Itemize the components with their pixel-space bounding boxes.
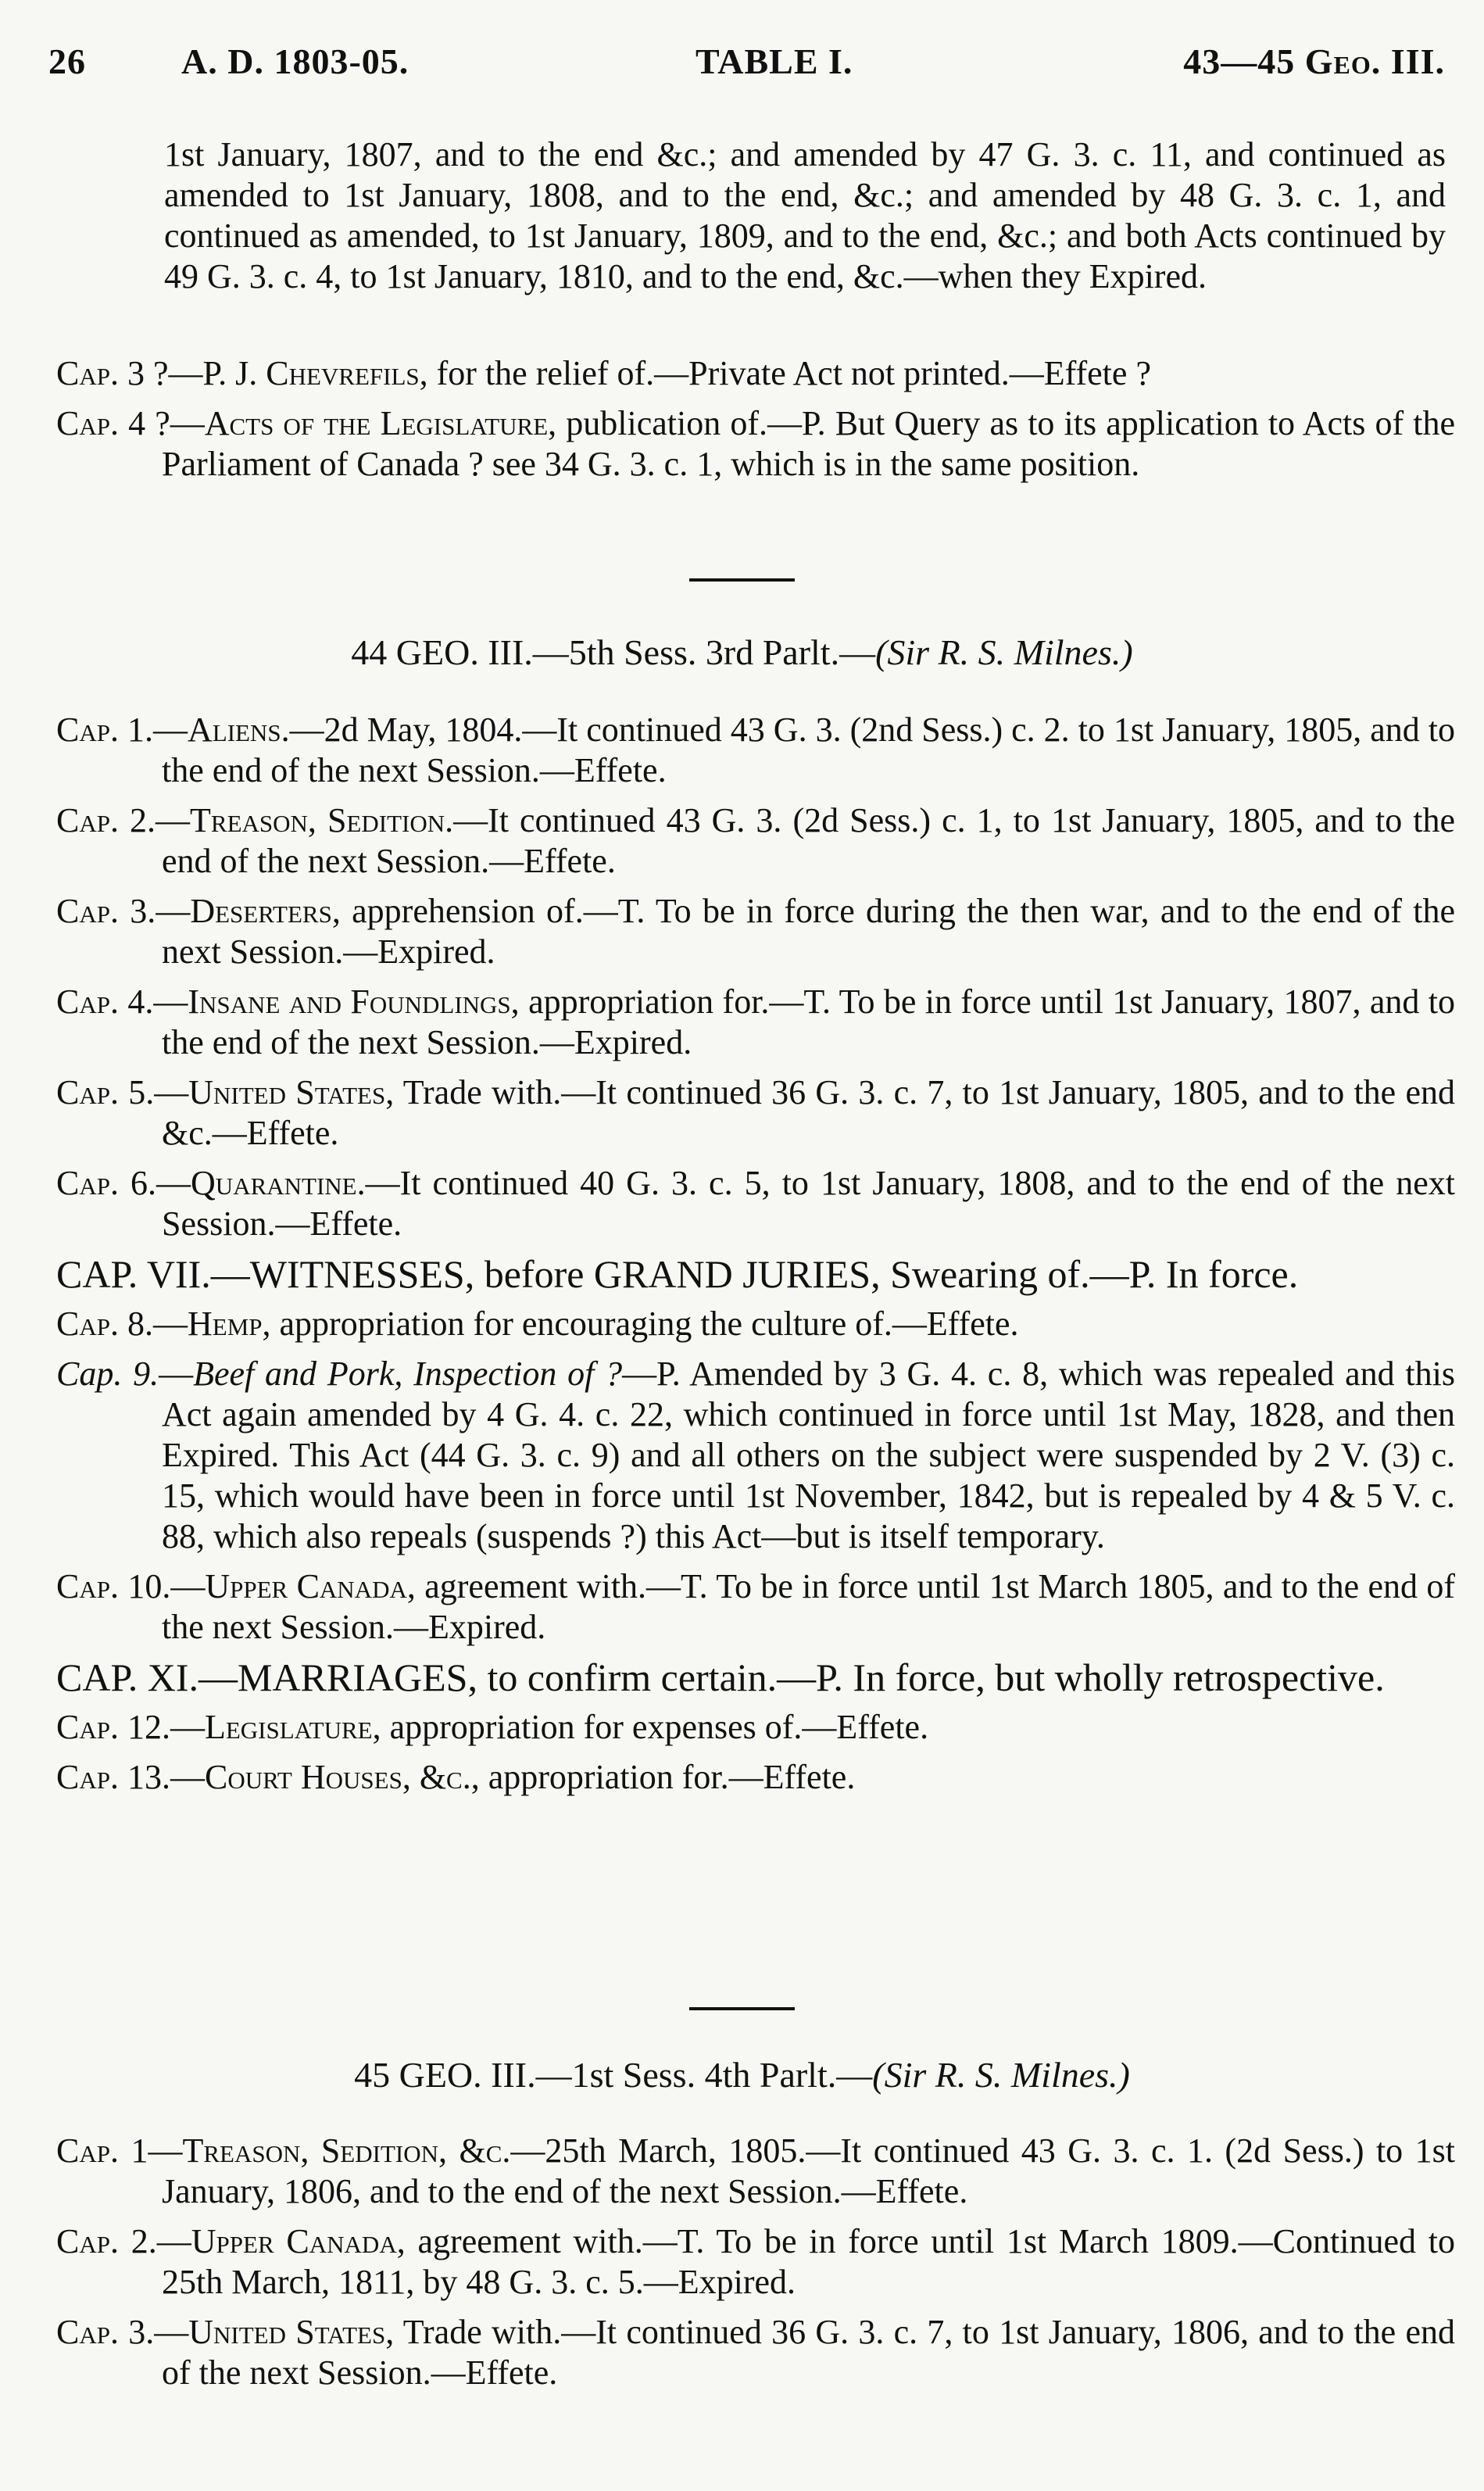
entry: Cap. 13.—Court Houses, &c., appropriation for.—Effete. xyxy=(56,1758,856,1796)
running-header xyxy=(48,41,1445,103)
session-governor: (Sir R. S. Milnes.) xyxy=(875,632,1133,672)
entry: Cap. 8.—Hemp, appropriation for encouraging the culture of.—Effete. xyxy=(56,1305,1019,1343)
session-title: 45 GEO. III.—1st Sess. 4th Parlt.— xyxy=(354,2055,873,2095)
entry-text: 25th March, 1805.—It continued 43 G. 3. c. 1. (2d Sess.) to 1st January, 1806, and to the end of the next Session.—Effete. xyxy=(162,2131,1455,2210)
entry-text: It continued 40 G. 3. c. 5, to 1st January, 1808, and to the end of the next Session.—Effete. xyxy=(162,1164,1455,1243)
entry: Cap. 10.—Upper Canada, agreement with.—T. To be in force until 1st March 1805, and to the end of the next Session.—Expired. xyxy=(56,1567,1456,1646)
entry-title: Legislature xyxy=(204,1708,373,1746)
entry-title: WITNESSES, before GRAND JURIES, Swearing of. xyxy=(249,1252,1090,1296)
entry-title: Treason, Sedition, &c. xyxy=(182,2131,511,2170)
entry-text: 2d May, 1804.—It continued 43 G. 3. (2nd Sess.) c. 2. to 1st January, 1805, and to the end of the next Session.—Effete. xyxy=(162,710,1455,789)
cap-number: Cap. 9. xyxy=(56,1355,159,1393)
section-rule xyxy=(689,578,795,582)
cap-number: Cap. 5. xyxy=(56,1073,155,1111)
entry-title: United States xyxy=(188,1073,386,1111)
session-title: 44 GEO. III.—5th Sess. 3rd Parlt.— xyxy=(351,632,876,672)
reign-range: 43—45 Geo. III. xyxy=(1183,41,1445,81)
cap-number: Cap. 8. xyxy=(56,1305,153,1343)
cap-number: Cap. 1. xyxy=(56,710,153,749)
entry-title: P. J. Chevrefils xyxy=(202,354,420,392)
cap-number: Cap. 2. xyxy=(56,801,156,839)
table-title: TABLE I. xyxy=(696,41,853,81)
cap-number: CAP. VII. xyxy=(56,1252,211,1296)
entry-title: Upper Canada xyxy=(205,1567,407,1605)
entry-text: to confirm certain.—P. In force, but wholly retrospective. xyxy=(487,1655,1385,1699)
entry-title: Court Houses, &c. xyxy=(204,1758,471,1796)
entry-text: P. Amended by 3 G. 4. c. 8, which was repealed and this Act again amended by 4 G. 4. c. 22, which continued in force until 1st May, 1828, and then Expired. This Act (44 G. 3. c. 9) and all others on the subject were suspended by 2 V. (3) c. 15, which would have been in force until 1st November, 1842, but is repealed by 4 & 5 V. c. 88, which also repeals (suspends ?) this Act—but is itself temporary. xyxy=(162,1355,1455,1555)
entry: Cap. 5.—United States, Trade with.—It continued 36 G. 3. c. 7, to 1st January, 1805, and to the end &c.—Effete. xyxy=(56,1073,1455,1152)
session-heading xyxy=(0,632,1484,673)
entry: Cap. 2.—Treason, Sedition.—It continued 43 G. 3. (2d Sess.) c. 1, to 1st January, 1805, and to the end of the next Session.—Effete. xyxy=(56,801,1455,880)
entry-text: appropriation for expenses of.—Effete. xyxy=(389,1708,929,1746)
entry-text: Trade with.—It continued 36 G. 3. c. 7, to 1st January, 1806, and to the end of the next Session.—Effete. xyxy=(162,2313,1455,2392)
entry: Cap. 2.—Upper Canada, agreement with.—T. To be in force until 1st March 1809.—Continued to 25th March, 1811, by 48 G. 3. c. 5.—Expired. xyxy=(56,2222,1456,2301)
cap-number: Cap. 2. xyxy=(56,2222,157,2260)
cap-number: CAP. XI. xyxy=(56,1655,198,1699)
entry-text: agreement with.—T. To be in force until 1st March 1809.—Continued to 25th March, 1811, by 48 G. 3. c. 5.—Expired. xyxy=(162,2222,1456,2301)
entry: CAP. VII.—WITNESSES, before GRAND JURIES, Swearing of.—P. In force. xyxy=(56,1252,1299,1296)
continuation-paragraph: 1st January, 1807, and to the end &c.; and amended by 47 G. 3. c. 11, and continued as amended to 1st January, 1808, and to the end, &c.; and amended by 48 G. 3. c. 1, and continued as amended, to 1st January, 1809, and to the end, &c.; and both Acts continued by 49 G. 3. c. 4, to 1st January, 1810, and to the end, &c.—when they Expired. xyxy=(164,135,1446,295)
entries-block-2 xyxy=(56,710,1455,1807)
section-rule xyxy=(689,2007,795,2010)
entry-text: apprehension of.—T. To be in force during the then war, and to the end of the next Session.—Expired. xyxy=(162,892,1455,971)
entry: Cap. 9.—Beef and Pork, Inspection of ?—P. Amended by 3 G. 4. c. 8, which was repealed and this Act again amended by 4 G. 4. c. 22, which continued in force until 1st May, 1828, and then Expired. This Act (44 G. 3. c. 9) and all others on the subject were suspended by 2 V. (3) c. 15, which would have been in force until 1st November, 1842, but is repealed by 4 & 5 V. c. 88, which also repeals (suspends ?) this Act—but is itself temporary. xyxy=(56,1355,1455,1555)
entry-title: MARRIAGES xyxy=(237,1655,468,1699)
entry: Cap. 3.—Deserters, apprehension of.—T. To be in force during the then war, and to the end of the next Session.—Expired. xyxy=(56,892,1455,971)
entry-text: appropriation for.—Effete. xyxy=(488,1758,856,1796)
entry: Cap. 3.—United States, Trade with.—It continued 36 G. 3. c. 7, to 1st January, 1806, and to the end of the next Session.—Effete. xyxy=(56,2313,1455,2392)
session-heading xyxy=(0,2054,1484,2096)
cap-number: Cap. 13. xyxy=(56,1758,170,1796)
cap-number: Cap. 3. xyxy=(56,2313,155,2351)
entry-title: Beef and Pork, Inspection of ? xyxy=(193,1355,623,1393)
entry-text: for the relief of.—Private Act not printed.—Effete ? xyxy=(436,354,1151,392)
cap-number: Cap. 12. xyxy=(56,1708,170,1746)
cap-number: Cap. 10. xyxy=(56,1567,171,1605)
entry-title: Insane and Foundlings xyxy=(188,982,511,1021)
date-range: A. D. 1803-05. xyxy=(181,41,409,81)
entry: Cap. 1—Treason, Sedition, &c.—25th March, 1805.—It continued 43 G. 3. c. 1. (2d Sess.) to 1st January, 1806, and to the end of the next Session.—Effete. xyxy=(56,2131,1455,2210)
cap-number: Cap. 3 ? xyxy=(56,354,169,392)
entry-title: Aliens xyxy=(187,710,281,749)
entry-title: Upper Canada xyxy=(191,2222,397,2260)
entry-title: Hemp xyxy=(187,1305,263,1343)
entry: Cap. 6.—Quarantine.—It continued 40 G. 3. c. 5, to 1st January, 1808, and to the end of the next Session.—Effete. xyxy=(56,1164,1455,1243)
entry: Cap. 12.—Legislature, appropriation for expenses of.—Effete. xyxy=(56,1708,929,1746)
entry: Cap. 1.—Aliens.—2d May, 1804.—It continued 43 G. 3. (2nd Sess.) c. 2. to 1st January, 1805, and to the end of the next Session.—Effete. xyxy=(56,710,1455,789)
cap-number: Cap. 4 ? xyxy=(56,404,170,442)
entry-text: Trade with.—It continued 36 G. 3. c. 7, to 1st January, 1805, and to the end &c.—Effete. xyxy=(162,1073,1455,1152)
cap-number: Cap. 4. xyxy=(56,982,154,1021)
entry-text: appropriation for encouraging the culture of.—Effete. xyxy=(279,1305,1019,1343)
entry-title: United States xyxy=(188,2313,386,2351)
entry-title: Acts of the Legislature xyxy=(204,404,549,442)
entry-title: Treason, Sedition xyxy=(190,801,445,839)
entry-text: agreement with.—T. To be in force until 1st March 1805, and to the end of the next Session.—Expired. xyxy=(162,1567,1456,1646)
page-number: 26 xyxy=(48,41,86,81)
entry-text: appropriation for.—T. To be in force until 1st January, 1807, and to the end of the next Session.—Expired. xyxy=(162,982,1456,1061)
cap-number: Cap. 3. xyxy=(56,892,156,930)
entry: CAP. XI.—MARRIAGES, to confirm certain.—P. In force, but wholly retrospective. xyxy=(56,1655,1385,1699)
cap-number: Cap. 6. xyxy=(56,1164,157,1202)
session-governor: (Sir R. S. Milnes.) xyxy=(872,2055,1130,2095)
entry: Cap. 4.—Insane and Foundlings, appropriation for.—T. To be in force until 1st January, 1807, and to the end of the next Session.—Expired. xyxy=(56,982,1456,1061)
entry: Cap. 3 ?—P. J. Chevrefils, for the relief of.—Private Act not printed.—Effete ? xyxy=(56,354,1151,392)
entry-text: P. In force. xyxy=(1128,1252,1299,1296)
entry: Cap. 4 ?—Acts of the Legislature, publication of.—P. But Query as to its application to Acts of the Parliament of Canada ? see 34 G. 3. c. 1, which is in the same position. xyxy=(56,404,1455,483)
entry-title: Quarantine xyxy=(191,1164,357,1202)
entries-block-3 xyxy=(56,2131,1455,2403)
entry-title: Deserters xyxy=(190,892,332,930)
entry-text: publication of.—P. But Query as to its application to Acts of the Parliament of Canada ? see 34 G. 3. c. 1, which is in the same position. xyxy=(162,404,1455,483)
entry-text: It continued 43 G. 3. (2d Sess.) c. 1, to 1st January, 1805, and to the end of the next Session.—Effete. xyxy=(162,801,1455,880)
entries-block-1 xyxy=(56,353,1455,494)
cap-number: Cap. 1 xyxy=(56,2131,148,2170)
